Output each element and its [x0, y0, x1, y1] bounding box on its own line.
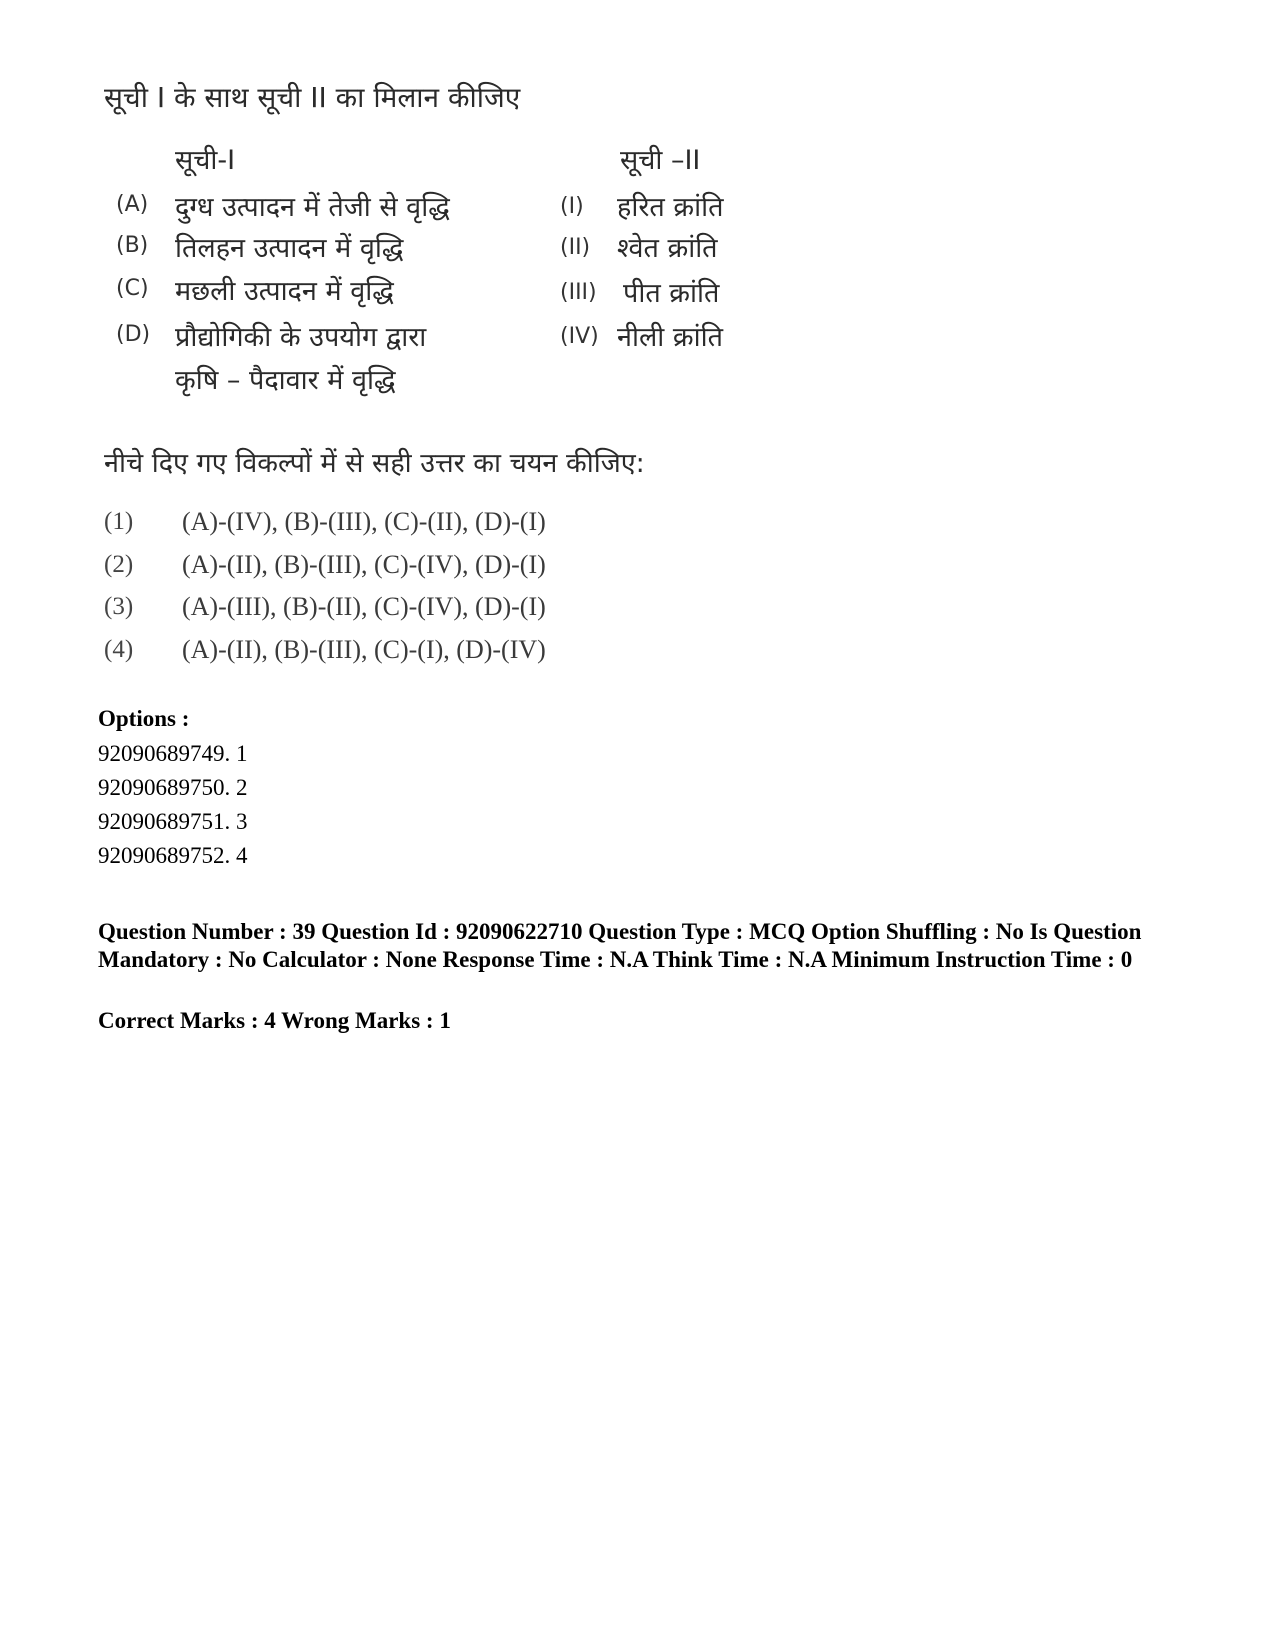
list2-label-iv: (IV) [560, 324, 599, 349]
list2-label-iii: (III) [560, 280, 597, 305]
answer-option-text: (A)-(II), (B)-(III), (C)-(IV), (D)-(I) [182, 550, 546, 579]
options-heading: Options : [98, 706, 190, 731]
list1-item-b: तिलहन उत्पादन में वृद्धि [175, 233, 404, 264]
answer-option-text: (A)-(II), (B)-(III), (C)-(I), (D)-(IV) [182, 635, 546, 664]
answer-option-num: (1) [104, 508, 134, 535]
list1-label-c: (C) [116, 276, 149, 301]
answer-option-text: (A)-(IV), (B)-(III), (C)-(II), (D)-(I) [182, 507, 546, 536]
answer-option-text: (A)-(III), (B)-(II), (C)-(IV), (D)-(I) [182, 592, 546, 621]
list1-item-a: दुग्ध उत्पादन में तेजी से वृद्धि [175, 192, 450, 223]
option-id: 92090689750. 2 [98, 775, 248, 800]
list1-item-c: मछली उत्पादन में वृद्धि [175, 276, 394, 307]
list2-item-ii: श्वेत क्रांति [617, 233, 718, 264]
list1-label-a: (A) [116, 192, 149, 217]
list1-item-d-cont: कृषि – पैदावार में वृद्धि [175, 365, 396, 396]
marks-info: Correct Marks : 4 Wrong Marks : 1 [98, 1008, 451, 1033]
choose-instruction: नीचे दिए गए विकल्पों में से सही उत्तर का चयन कीजिए: [104, 448, 645, 479]
list2-heading: सूची –II [620, 145, 701, 176]
list1-item-d: प्रौद्योगिकी के उपयोग द्वारा [175, 322, 427, 353]
list1-label-d: (D) [116, 322, 151, 347]
option-id: 92090689752. 4 [98, 843, 248, 868]
list2-label-i: (I) [560, 194, 584, 219]
option-id: 92090689749. 1 [98, 741, 248, 766]
list2-item-iv: नीली क्रांति [617, 322, 723, 353]
list2-item-i: हरित क्रांति [617, 192, 724, 223]
answer-option-num: (2) [104, 551, 134, 578]
list2-item-iii: पीत क्रांति [623, 278, 720, 309]
list2-label-ii: (II) [560, 235, 591, 260]
list1-heading: सूची-I [175, 145, 236, 176]
list1-label-b: (B) [116, 233, 149, 258]
question-image [0, 0, 1275, 690]
answer-option-num: (3) [104, 593, 134, 620]
question-info: Question Number : 39 Question Id : 92090622710 Question Type : MCQ Option Shuffling : No Is Question Mandatory : No Calculator : None Response Time : N.A Think Time : N.A Minimum Instruction Time : 0 [98, 919, 1142, 972]
option-id: 92090689751. 3 [98, 809, 248, 834]
answer-option-num: (4) [104, 636, 134, 663]
match-instruction: सूची I के साथ सूची II का मिलान कीजिए [104, 81, 521, 114]
